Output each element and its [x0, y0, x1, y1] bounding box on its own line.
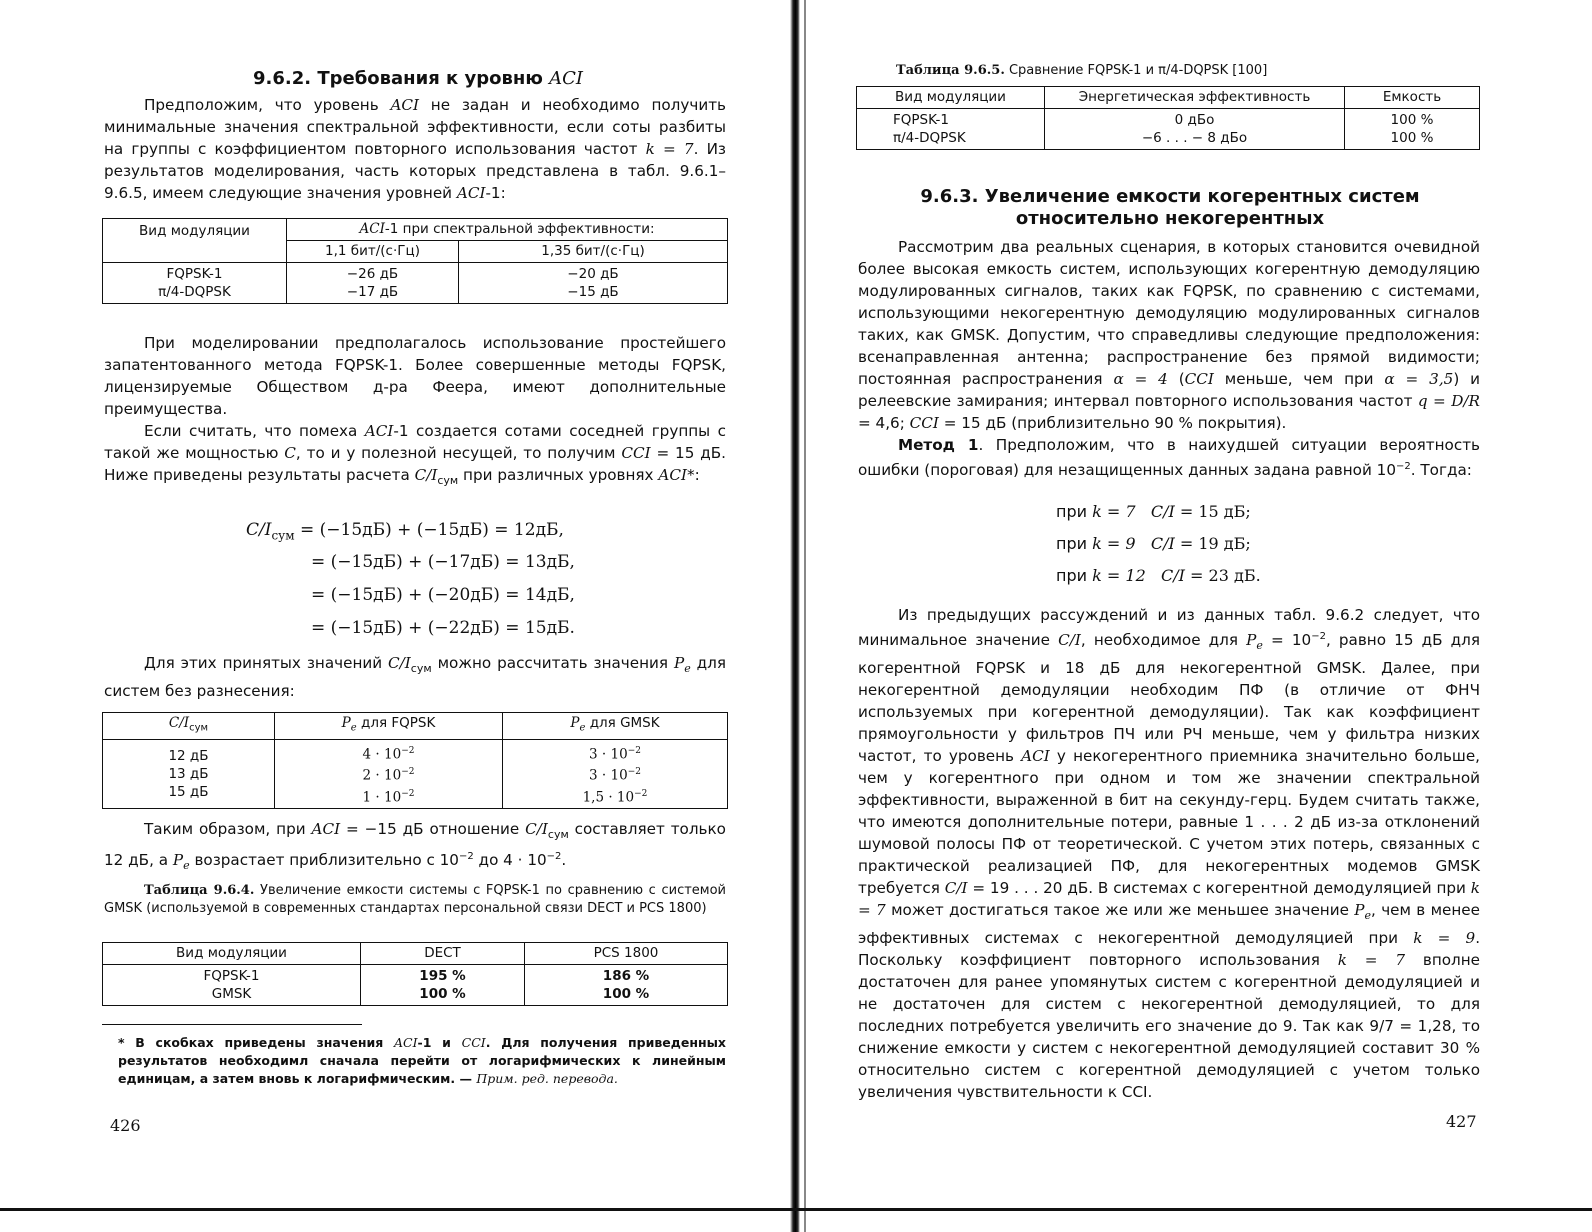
equation-line-3: = (−15дБ) + (−20дБ) = 14дБ, — [311, 585, 575, 605]
table3-dect-cell: 195 % 100 % — [361, 965, 525, 1006]
table2-ci-cell: 12 дБ 13 дБ 15 дБ — [103, 739, 275, 809]
table-pe — [102, 712, 728, 809]
paragraph-method-1: Метод 1. Предположим, что в наихудшей ситуации вероятность ошибки (пороговая) для незащищенных данных задана равной $10^{-2}$. Тогда: — [858, 436, 1480, 480]
paragraph-cci: Если считать, что помеха ACI-1 создается сотами соседней группы с такой же мощностью C, то и у полезной несущей, то получим CCI = 15 дБ. Ниже приведены результаты расчета $C/I_{сум}$ при различных уровнях ACI*: — [104, 422, 726, 488]
table1-header-group: ACI-1 при спектральной эффективности: — [287, 219, 728, 241]
table4-header-efficiency: Энергетическая эффективность — [1045, 87, 1345, 109]
table1-col-1-1: 1,1 бит/(с·Гц) — [287, 241, 459, 263]
table3-mod-cell: FQPSK-1 GMSK — [103, 965, 361, 1006]
table1-val-cell: −20 дБ −15 дБ — [459, 263, 728, 304]
equation-line-1: $C/I_{сум} = (-15дБ) + (-15дБ) = 12дБ$, — [246, 520, 564, 543]
table2-header-ci: $C/I_{сум}$ — [103, 713, 275, 740]
table1-col-1-35: 1,35 бит/(с·Гц) — [459, 241, 728, 263]
table2-header-gmsk: $P_e$ для GMSK — [503, 713, 728, 740]
case-k12: при k = 12 C/I = 23 дБ. — [1056, 566, 1261, 585]
spine-edge — [804, 0, 806, 1232]
table-fqpsk-comparison — [856, 86, 1480, 150]
table4-header-capacity: Емкость — [1345, 87, 1480, 109]
paragraph-conclusion: Таким образом, при ACI = −15 дБ отношение $C/I_{сум}$ составляет только 12 дБ, а $P_e$ возрастает приблизительно с $10^{-2}$ до $4 \cdot 10^{-2}$. — [104, 820, 726, 873]
paragraph-pe-values: Для этих принятых значений $C/I_{сум}$ можно рассчитать значения $P_e$ для систем без разнесения: — [104, 654, 726, 701]
table1-mod-cell: FQPSK-1 π/4-DQPSK — [103, 263, 287, 304]
equation-line-2: = (−15дБ) + (−17дБ) = 13дБ, — [311, 552, 575, 572]
right-page — [858, 0, 1510, 1232]
paragraph-analysis: Из предыдущих рассуждений и из данных табл. 9.6.2 следует, что минимальное значение C/I, необходимое для $P_e = 10^{-2}$, равно 15 дБ для когерентной FQPSK и 18 дБ для некогерентной GMSK. Далее, при некогерентной демодуляции необходим ПФ (в отличие от ФНЧ используемых при когерентной демодуляции). Так как коэффициент прямоугольности у фильтров ПЧ или РЧ меньше, чем у фильтра низких частот, то уровень ACI у некогерентного приемника значительно больше, чем у когерентного при одном и том же значении спектральной эффективности, выраженной в бит на секунду-герц. Будем считать также, что имеются дополнительные потери, равные 1 . . . 2 дБ из-за отклонений шумовой полосы ПФ от теоретической. С учетом этих потерь, связанных с практической реализацией ПФ, для некогерентных модемов GMSK требуется C/I = 19 . . . 20 дБ. В системах с когерентной демодуляцией при k = 7 может достигаться такое же или же меньшее значение $P_e$, чем в менее эффективных системах с некогерентной демодуляцией при k = 9. Поскольку коэффициент повторного использования k = 7 вполне достаточен для ранее упомянутых систем с когерентной демодуляцией и не достаточен для систем с некогерентной демодуляцией, то для последних потребуется увеличить его значение до 9. Так как 9/7 = 1,28, то снижение емкости у систем с некогерентной демодуляцией составит 30 % относительно систем с когерентной демодуляцией с учетом только увеличения чувствительности к CCI. — [858, 606, 1481, 1102]
left-page — [98, 0, 738, 1232]
table3-header-modulation: Вид модуляции — [103, 943, 361, 965]
table4-header-modulation: Вид модуляции — [857, 87, 1045, 109]
case-k9: при k = 9 C/I = 19 дБ; — [1056, 534, 1251, 553]
book-spine — [790, 0, 800, 1232]
section-heading-963: 9.6.3. Увеличение емкости когерентных систем относительно некогерентных — [920, 186, 1420, 229]
section-heading-962: 9.6.2. Требования к уровню ACI — [252, 68, 584, 89]
table3-pcs-cell: 186 % 100 % — [525, 965, 728, 1006]
table4-cap-cell: 100 % 100 % — [1345, 109, 1480, 150]
table2-header-fqpsk: $P_e$ для FQPSK — [275, 713, 503, 740]
table2-fqpsk-cell: $4 \cdot 10^{-2}$ $2 \cdot 10^{-2}$ $1 \cdot 10^{-2}$ — [275, 739, 503, 809]
equation-line-4: = (−15дБ) + (−22дБ) = 15дБ. — [311, 618, 575, 638]
table-capacity-dect — [102, 942, 728, 1006]
table-row — [103, 965, 728, 1006]
case-k7: при k = 7 C/I = 15 дБ; — [1056, 502, 1251, 521]
paragraph-scenarios: Рассмотрим два реальных сценария, в которых становится очевидной более высокая емкость систем, использующих когерентную демодуляцию модулированных сигналов, таких как FQPSK, по сравнению с системами, использующими некогерентную демодуляцию модулированных сигналов таких, как GMSK. Допустим, что справедливы следующие предположения: всенаправленная антенна; распространение без прямой видимости; постоянная распространения α = 4 (CCI меньше, чем при α = 3,5) и релеевские замирания; интервал повторного использования частот q = D/R = 4,6; CCI = 15 дБ (приблизительно 90 % покрытия). — [858, 238, 1481, 432]
page-number: 426 — [110, 1116, 141, 1135]
table3-header-dect: DECT — [361, 943, 525, 965]
table-row — [103, 263, 728, 304]
table2-gmsk-cell: $3 \cdot 10^{-2}$ $3 \cdot 10^{-2}$ $1,5 \cdot 10^{-2}$ — [503, 739, 728, 809]
table-row — [857, 109, 1480, 150]
table-row — [103, 739, 728, 809]
footnote-rule — [102, 1024, 362, 1025]
table1-header-modulation: Вид модуляции — [103, 219, 287, 263]
table-caption-965: Таблица 9.6.5. Сравнение FQPSK-1 и π/4-DQPSK [100] — [896, 63, 1268, 78]
footnote: * В скобках приведены значения ACI-1 и CCI. Для получения приведенных результатов необходимл сначала перейти от логарифмических к линейным единицам, а затем вновь к логарифмическим. — Прим. ред. перевода. — [118, 1035, 726, 1086]
table4-mod-cell: FQPSK-1 π/4-DQPSK — [857, 109, 1045, 150]
page-number: 427 — [1446, 1112, 1477, 1131]
table-aci-levels — [102, 218, 728, 304]
paragraph-aci-intro: Предположим, что уровень ACI не задан и необходимо получить минимальные значения спектральной эффективности, если соты разбиты на группы с коэффициентом повторного использования частот k = 7. Из результатов моделирования, часть которых представлена в табл. 9.6.1–9.6.5, имеем следующие значения уровней ACI-1: — [104, 96, 727, 202]
table4-eff-cell: 0 дБо −6 . . . − 8 дБо — [1045, 109, 1345, 150]
table3-header-pcs: PCS 1800 — [525, 943, 728, 965]
paragraph-simulation: При моделировании предполагалось использование простейшего запатентованного метода FQPSK-1. Более совершенные методы FQPSK, лицензируемые Обществом д-ра Феера, имеют дополнительные преимущества. — [104, 334, 726, 418]
table1-val-cell: −26 дБ −17 дБ — [287, 263, 459, 304]
table-caption-964: Таблица 9.6.4. Увеличение емкости системы с FQPSK-1 по сравнению с системой GMSK (используемой в современных стандартах персональной связи DECT и PCS 1800) — [104, 883, 727, 916]
